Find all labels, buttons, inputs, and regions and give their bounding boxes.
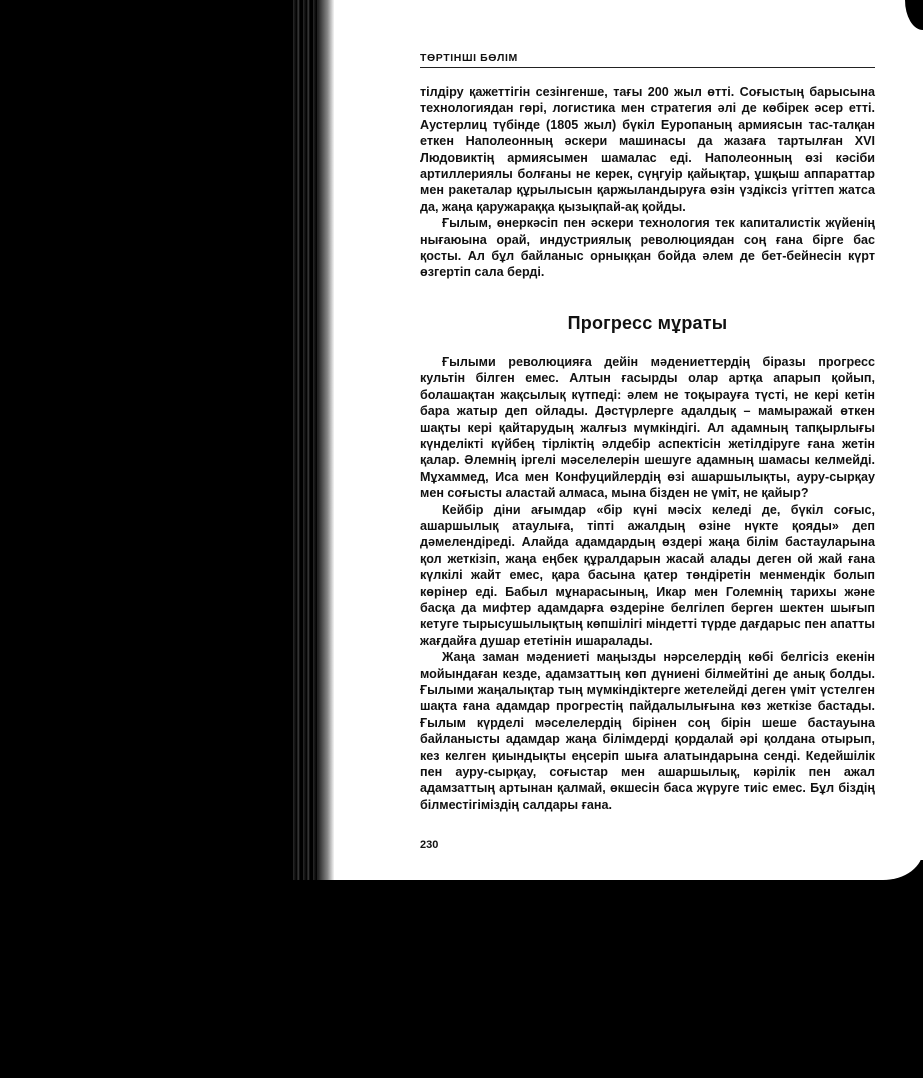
scanner-background-bottom [0,860,923,1078]
running-header: ТӨРТІНШІ БӨЛІМ [420,52,875,68]
page-content [420,52,875,851]
section-heading: Прогресс мұраты [567,312,728,333]
paragraph-3: Ғылыми революцияға дейін мәдениеттердің біразы прогресс культін білген емес. Алтын ғасырды олар артқа апарып қойып, болашақтан жақсылық күтпеді: әлем не тоқырауға түсті, не кері кетін бара жатыр деп ойлады. Дәстүрлерге адалдық – мамыражай өткен шақты кері қайтарудың жалғыз мүмкіндігі. Ал адамның тапқырлығы күнделікті күйбең тірліктің әлдебір аспектісін жетілдіруге ғана жетін қалар. Әлемнің іргелі мәселелерін шешуге адамның шамасы келмейді. Мұхаммед, Иса мен Конфуцийлердің өзі ашаршылықты, ауру-сырқау мен соғысты аластай алмаса, мына бізден не үміт, не қайыр? [420,354,875,501]
gutter-shadow [318,0,334,880]
paragraph-4: Кейбір діни ағымдар «бір күні мәсіх келеді де, бүкіл соғыс, ашаршылық атаулыға, тіпті ажалдың өзіне нүкте қояды» деп дәмелендіреді. Алайда адамдардың өздері жаңа білім бастауларына қол жеткізіп, жаңа еңбек құралдарын жасай алады деген ой жай ғана күлкілі жайт емес, қара басына қатер төндіретін менмендік болып көрінер еді. Бабыл мұнарасының, Икар мен Големнің тарихы және басқа да мифтер адамдарға өздеріне белгілеп берген шектен шығып кетуге тырысушылықтың көпшілігі міндетті түрде дағдарыс пен апатты жағдайға душар ететінін ишаралады. [420,502,875,648]
paragraph-1: тілдіру қажеттігін сезінгенше, тағы 200 жыл өтті. Соғыстың барысына технологиядан гөрі, логистика мен стратегия әлі де көбірек әсер етті. Аустерлиц түбінде (1805 жыл) бүкіл Еуропаның армиясын тас-талқан еткен Наполеонның әскери машинасы да жазаға тартылған XVI Людовиктің армиясымен шамалас еді. Наполеонның өзі кәсіби артиллериялы болғаны не керек, сүңгуір қайықтар, ұшқыш аппараттар мен ракеталар құрылысын қаржыландыруға өзін үздіксіз үгіттеп жатса да, жаңа қаружараққа қызықпай-ақ қойды. [420,85,875,214]
paragraph-2: Ғылым, өнеркәсіп пен әскери технология тек капиталистік жүйенің нығаюына орай, индустриялық революциядан соң ғана бірге бас қосты. Ал бұл байланыс орныққан бойда әлем де бет-бейнесін күрт өзгертіп сала берді. [420,216,875,280]
paragraph-5: Жаңа заман мәдениеті маңызды нәрселердің көбі белгісіз екенін мойындаған кезде, адамзаттың көп дүниені білмейтіні де анық болды. Ғылыми жаңалықтар тың мүмкіндіктерге жетелейді деген үміт үстелген шақта ғана адамдар прогрестің пайдалылығына көз жеткізе бастады. Ғылым күрделі мәселелердің бірінен соң бірін шеше бастауына байланысты адамдар жаңа білімдерді қордалай әрі қолдана отырып, кез келген қиындықты еңсеріп шыға алатындарына сенді. Кедейшілік пен ауру-сырқау, соғыстар мен ашаршылық, кәрілік пен ажал адамзаттың артынан қалмай, өкшесін баса жүруге тиіс емес. Бұл біздің білместігіміздің салдары ғана. [420,650,875,812]
page-number: 230 [420,839,439,852]
